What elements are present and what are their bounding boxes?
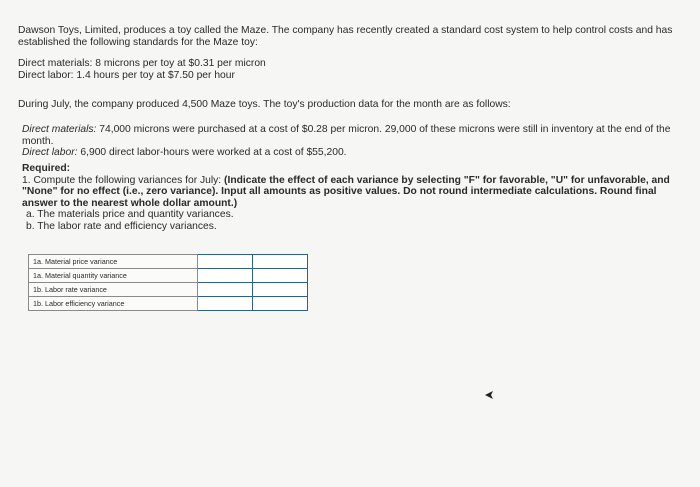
required-heading: Required: xyxy=(22,163,71,174)
direct-labor-text: 6,900 direct labor-hours were worked at a cost of $55,200. xyxy=(77,147,347,158)
required-item-b: b. The labor rate and efficiency variances. xyxy=(26,220,217,232)
variance-answer-table xyxy=(28,254,308,311)
material-price-effect-select[interactable] xyxy=(253,255,308,269)
standards-block xyxy=(18,58,682,81)
direct-materials-text: 74,000 microns were purchased at a cost of $0.28 per micron. 29,000 of these microns were still in inventory at the end of the month. xyxy=(22,124,671,147)
required-section xyxy=(22,163,672,232)
direct-materials-label: Direct materials: xyxy=(22,124,97,135)
table-row xyxy=(29,297,308,311)
required-item-1 xyxy=(22,175,672,210)
required-item-1-prefix: 1. Compute the following variances for July: xyxy=(22,174,225,186)
labor-efficiency-effect-select[interactable] xyxy=(253,297,308,311)
mouse-pointer-icon xyxy=(485,391,495,399)
material-quantity-effect-select[interactable] xyxy=(253,269,308,283)
standard-direct-materials: Direct materials: 8 microns per toy at $0.31 per micron xyxy=(18,58,266,69)
direct-materials-data xyxy=(22,124,672,147)
labor-rate-effect-select[interactable] xyxy=(253,283,308,297)
row-label-material-quantity: 1a. Material quantity variance xyxy=(29,269,198,283)
labor-rate-amount-input[interactable] xyxy=(198,283,253,297)
production-data-block xyxy=(22,124,672,159)
direct-labor-data xyxy=(22,147,672,159)
row-label-material-price: 1a. Material price variance xyxy=(29,255,198,269)
table-row xyxy=(29,255,308,269)
material-price-amount-input[interactable] xyxy=(198,255,253,269)
material-quantity-amount-input[interactable] xyxy=(198,269,253,283)
required-item-a: a. The materials price and quantity variances. xyxy=(26,209,234,220)
row-label-labor-rate: 1b. Labor rate variance xyxy=(29,283,198,297)
problem-intro: Dawson Toys, Limited, produces a toy called the Maze. The company has recently created a standard cost system to help control costs and has established the following standards for the Maze toy: xyxy=(18,25,673,48)
labor-efficiency-amount-input[interactable] xyxy=(198,297,253,311)
direct-labor-label: Direct labor: xyxy=(22,147,78,158)
production-statement: During July, the company produced 4,500 Maze toys. The toy's production data for the month are as follows: xyxy=(18,99,511,110)
standard-direct-labor: Direct labor: 1.4 hours per toy at $7.50 per hour xyxy=(18,69,235,81)
required-item-1-instruction: (Indicate the effect of each variance by selecting "F" for favorable, "U" for unfavorable, and "None" for no effect (i.e., zero variance). Input all amounts as positive values. Do not round intermediate calculations. Round final answer to the nearest whole dollar amount.) xyxy=(22,174,670,209)
row-label-labor-efficiency: 1b. Labor efficiency variance xyxy=(29,297,198,311)
table-row xyxy=(29,283,308,297)
table-row xyxy=(29,269,308,283)
